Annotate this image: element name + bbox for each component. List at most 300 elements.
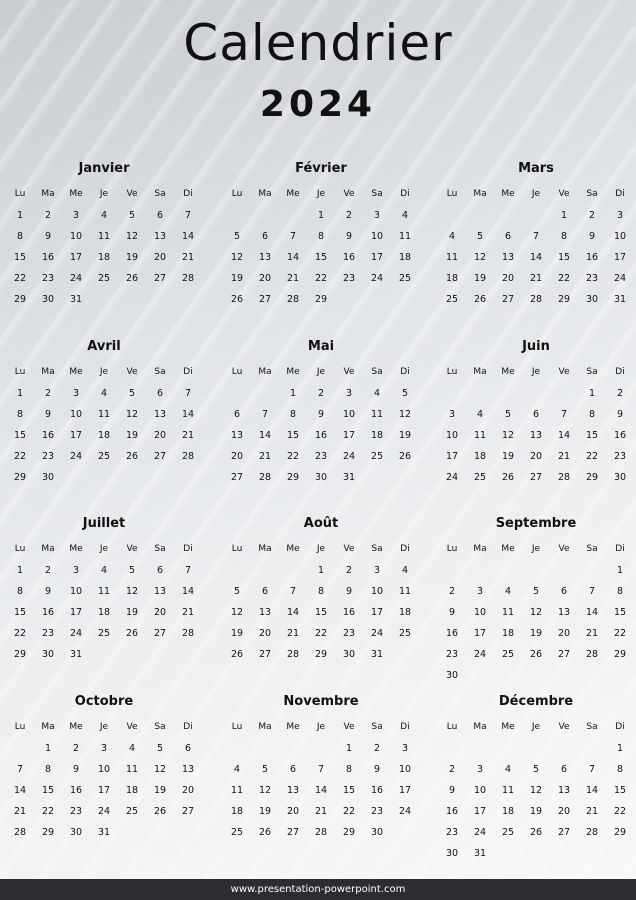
weekday-header: Sa bbox=[371, 544, 383, 554]
day-cell: 11 bbox=[501, 785, 515, 796]
day-cell: 16 bbox=[41, 252, 55, 263]
day-cell: 8 bbox=[317, 586, 325, 597]
empty-cell bbox=[494, 738, 522, 759]
day-cell: 31 bbox=[69, 294, 83, 305]
day-cell: 18 bbox=[473, 451, 487, 462]
day-cell: 1 bbox=[616, 743, 624, 754]
empty-cell bbox=[223, 738, 251, 759]
weekday-header: Lu bbox=[446, 367, 458, 377]
day-cell: 24 bbox=[613, 273, 627, 284]
day-cell: 2 bbox=[448, 764, 456, 775]
day-cell: 10 bbox=[69, 586, 83, 597]
day-cell: 20 bbox=[557, 628, 571, 639]
day-cell: 19 bbox=[230, 628, 244, 639]
day-cell: 27 bbox=[557, 827, 571, 838]
day-cell: 24 bbox=[69, 273, 83, 284]
weekday-header: Me bbox=[286, 367, 300, 377]
month-block bbox=[6, 693, 202, 843]
day-cell: 13 bbox=[153, 586, 167, 597]
day-cell: 9 bbox=[345, 586, 353, 597]
month-name: Janvier bbox=[78, 161, 130, 176]
day-cell: 10 bbox=[69, 231, 83, 242]
month-name: Juillet bbox=[82, 516, 126, 531]
weekday-header: Lu bbox=[231, 722, 243, 732]
weekday-header: Sa bbox=[371, 367, 383, 377]
day-cell: 20 bbox=[181, 785, 195, 796]
day-cell: 23 bbox=[41, 628, 55, 639]
empty-cell bbox=[6, 738, 34, 759]
weekday-header: Ve bbox=[558, 544, 570, 554]
day-cell: 1 bbox=[289, 388, 297, 399]
day-cell: 13 bbox=[258, 607, 272, 618]
day-cell: 29 bbox=[41, 827, 55, 838]
weekday-header: Di bbox=[400, 544, 410, 554]
weekday-header: Sa bbox=[154, 544, 166, 554]
day-cell: 27 bbox=[153, 451, 167, 462]
day-cell: 21 bbox=[258, 451, 272, 462]
month-block bbox=[438, 693, 634, 864]
day-cell: 14 bbox=[314, 785, 328, 796]
day-cell: 26 bbox=[529, 827, 543, 838]
day-cell: 3 bbox=[476, 764, 484, 775]
day-cell: 31 bbox=[613, 294, 627, 305]
day-cell: 22 bbox=[613, 628, 627, 639]
day-cell: 27 bbox=[258, 649, 272, 660]
day-cell: 14 bbox=[181, 409, 195, 420]
day-cell: 3 bbox=[616, 210, 624, 221]
day-cell: 27 bbox=[529, 472, 543, 483]
day-cell: 24 bbox=[97, 806, 111, 817]
weekday-header: Lu bbox=[14, 722, 26, 732]
day-cell: 5 bbox=[233, 586, 241, 597]
weekday-header: Ma bbox=[41, 544, 55, 554]
day-cell: 26 bbox=[529, 649, 543, 660]
day-cell: 7 bbox=[317, 764, 325, 775]
day-cell: 31 bbox=[370, 649, 384, 660]
weekday-header: Je bbox=[316, 722, 326, 732]
day-cell: 21 bbox=[181, 252, 195, 263]
month-block bbox=[438, 338, 634, 488]
month-block bbox=[223, 515, 419, 665]
weekday-header: Ma bbox=[258, 367, 272, 377]
day-cell: 8 bbox=[16, 409, 24, 420]
day-cell: 1 bbox=[16, 210, 24, 221]
day-cell: 19 bbox=[125, 430, 139, 441]
empty-cell bbox=[223, 560, 251, 581]
weekday-header: Lu bbox=[231, 544, 243, 554]
day-cell: 5 bbox=[128, 210, 136, 221]
weekday-header: Di bbox=[615, 544, 625, 554]
day-cell: 13 bbox=[557, 785, 571, 796]
day-cell: 20 bbox=[529, 451, 543, 462]
day-cell: 24 bbox=[473, 827, 487, 838]
day-cell: 31 bbox=[342, 472, 356, 483]
weekday-header: Di bbox=[400, 367, 410, 377]
weekday-header: Me bbox=[286, 544, 300, 554]
day-cell: 21 bbox=[13, 806, 27, 817]
day-cell: 4 bbox=[100, 388, 108, 399]
weekday-header: Sa bbox=[586, 722, 598, 732]
day-cell: 7 bbox=[184, 210, 192, 221]
weekday-header: Lu bbox=[14, 189, 26, 199]
day-cell: 21 bbox=[314, 806, 328, 817]
day-cell: 17 bbox=[69, 607, 83, 618]
day-cell: 3 bbox=[100, 743, 108, 754]
day-cell: 15 bbox=[613, 785, 627, 796]
day-cell: 25 bbox=[125, 806, 139, 817]
weekday-header: Ma bbox=[258, 544, 272, 554]
day-cell: 13 bbox=[153, 231, 167, 242]
weekday-header: Sa bbox=[154, 367, 166, 377]
month-grid bbox=[6, 539, 202, 665]
day-cell: 6 bbox=[532, 409, 540, 420]
empty-cell bbox=[550, 560, 578, 581]
weekday-header: Sa bbox=[586, 367, 598, 377]
weekday-header: Di bbox=[615, 367, 625, 377]
day-cell: 19 bbox=[258, 806, 272, 817]
day-cell: 5 bbox=[401, 388, 409, 399]
day-cell: 16 bbox=[445, 806, 459, 817]
day-cell: 21 bbox=[585, 806, 599, 817]
day-cell: 18 bbox=[398, 252, 412, 263]
day-cell: 16 bbox=[445, 628, 459, 639]
month-block bbox=[223, 338, 419, 488]
day-cell: 11 bbox=[230, 785, 244, 796]
day-cell: 2 bbox=[345, 210, 353, 221]
day-cell: 13 bbox=[230, 430, 244, 441]
month-block bbox=[223, 693, 419, 843]
weekday-header: Sa bbox=[154, 722, 166, 732]
day-cell: 15 bbox=[557, 252, 571, 263]
month-name: Février bbox=[295, 161, 347, 176]
day-cell: 13 bbox=[501, 252, 515, 263]
month-name: Avril bbox=[87, 339, 121, 354]
day-cell: 12 bbox=[258, 785, 272, 796]
day-cell: 21 bbox=[181, 607, 195, 618]
day-cell: 9 bbox=[44, 231, 52, 242]
day-cell: 15 bbox=[613, 607, 627, 618]
footer-url: www.presentation-powerpoint.com bbox=[0, 879, 636, 900]
weekday-header: Me bbox=[286, 722, 300, 732]
day-cell: 13 bbox=[529, 430, 543, 441]
day-cell: 23 bbox=[342, 273, 356, 284]
weekday-header: Sa bbox=[371, 189, 383, 199]
day-cell: 14 bbox=[585, 785, 599, 796]
month-grid bbox=[223, 362, 419, 488]
day-cell: 5 bbox=[128, 565, 136, 576]
day-cell: 31 bbox=[473, 848, 487, 859]
day-cell: 15 bbox=[41, 785, 55, 796]
day-cell: 5 bbox=[156, 743, 164, 754]
day-cell: 7 bbox=[289, 586, 297, 597]
day-cell: 26 bbox=[153, 806, 167, 817]
weekday-header: Sa bbox=[371, 722, 383, 732]
day-cell: 22 bbox=[314, 273, 328, 284]
weekday-header: Lu bbox=[231, 189, 243, 199]
day-cell: 18 bbox=[398, 607, 412, 618]
day-cell: 12 bbox=[125, 409, 139, 420]
day-cell: 21 bbox=[529, 273, 543, 284]
month-name: Juin bbox=[522, 339, 550, 354]
day-cell: 12 bbox=[529, 785, 543, 796]
day-cell: 25 bbox=[501, 649, 515, 660]
weekday-header: Ma bbox=[41, 722, 55, 732]
day-cell: 20 bbox=[230, 451, 244, 462]
day-cell: 28 bbox=[13, 827, 27, 838]
day-cell: 17 bbox=[370, 252, 384, 263]
day-cell: 27 bbox=[501, 294, 515, 305]
day-cell: 21 bbox=[557, 451, 571, 462]
day-cell: 10 bbox=[342, 409, 356, 420]
day-cell: 16 bbox=[342, 252, 356, 263]
weekday-header: Me bbox=[69, 544, 83, 554]
day-cell: 9 bbox=[44, 409, 52, 420]
day-cell: 14 bbox=[13, 785, 27, 796]
day-cell: 11 bbox=[445, 252, 459, 263]
day-cell: 19 bbox=[529, 628, 543, 639]
day-cell: 25 bbox=[501, 827, 515, 838]
day-cell: 2 bbox=[72, 743, 80, 754]
day-cell: 25 bbox=[473, 472, 487, 483]
day-cell: 25 bbox=[370, 451, 384, 462]
day-cell: 18 bbox=[97, 252, 111, 263]
weekday-header: Lu bbox=[14, 544, 26, 554]
day-cell: 1 bbox=[317, 565, 325, 576]
day-cell: 21 bbox=[585, 628, 599, 639]
day-cell: 24 bbox=[370, 628, 384, 639]
day-cell: 20 bbox=[258, 628, 272, 639]
empty-cell bbox=[578, 560, 606, 581]
day-cell: 6 bbox=[560, 764, 568, 775]
day-cell: 10 bbox=[370, 586, 384, 597]
day-cell: 7 bbox=[289, 231, 297, 242]
day-cell: 4 bbox=[504, 764, 512, 775]
month-grid bbox=[6, 184, 202, 310]
day-cell: 29 bbox=[314, 649, 328, 660]
day-cell: 19 bbox=[501, 451, 515, 462]
day-cell: 28 bbox=[181, 628, 195, 639]
day-cell: 12 bbox=[501, 430, 515, 441]
day-cell: 19 bbox=[398, 430, 412, 441]
day-cell: 1 bbox=[616, 565, 624, 576]
day-cell: 8 bbox=[616, 764, 624, 775]
day-cell: 11 bbox=[501, 607, 515, 618]
day-cell: 25 bbox=[97, 628, 111, 639]
day-cell: 3 bbox=[401, 743, 409, 754]
weekday-header: Ma bbox=[41, 367, 55, 377]
weekday-header: Di bbox=[615, 722, 625, 732]
day-cell: 22 bbox=[13, 628, 27, 639]
day-cell: 12 bbox=[153, 764, 167, 775]
day-cell: 12 bbox=[398, 409, 412, 420]
day-cell: 12 bbox=[529, 607, 543, 618]
day-cell: 26 bbox=[125, 628, 139, 639]
day-cell: 17 bbox=[473, 628, 487, 639]
day-cell: 6 bbox=[233, 409, 241, 420]
day-cell: 10 bbox=[473, 785, 487, 796]
day-cell: 26 bbox=[473, 294, 487, 305]
weekday-header: Ma bbox=[473, 722, 487, 732]
day-cell: 16 bbox=[41, 607, 55, 618]
day-cell: 23 bbox=[41, 273, 55, 284]
month-grid bbox=[223, 717, 419, 843]
day-cell: 15 bbox=[314, 607, 328, 618]
empty-cell bbox=[466, 205, 494, 226]
day-cell: 6 bbox=[184, 743, 192, 754]
day-cell: 22 bbox=[286, 451, 300, 462]
day-cell: 17 bbox=[342, 430, 356, 441]
empty-cell bbox=[494, 205, 522, 226]
day-cell: 11 bbox=[473, 430, 487, 441]
empty-cell bbox=[438, 383, 466, 404]
day-cell: 29 bbox=[13, 294, 27, 305]
empty-cell bbox=[438, 738, 466, 759]
day-cell: 13 bbox=[258, 252, 272, 263]
day-cell: 27 bbox=[181, 806, 195, 817]
month-grid bbox=[223, 539, 419, 665]
day-cell: 3 bbox=[72, 565, 80, 576]
weekday-header: Je bbox=[99, 722, 109, 732]
day-cell: 25 bbox=[97, 273, 111, 284]
empty-cell bbox=[223, 383, 251, 404]
day-cell: 7 bbox=[261, 409, 269, 420]
day-cell: 23 bbox=[69, 806, 83, 817]
month-grid bbox=[223, 184, 419, 310]
day-cell: 23 bbox=[342, 628, 356, 639]
day-cell: 7 bbox=[588, 764, 596, 775]
day-cell: 28 bbox=[529, 294, 543, 305]
day-cell: 29 bbox=[613, 649, 627, 660]
day-cell: 25 bbox=[445, 294, 459, 305]
day-cell: 4 bbox=[401, 565, 409, 576]
weekday-header: Lu bbox=[446, 189, 458, 199]
day-cell: 22 bbox=[13, 273, 27, 284]
empty-cell bbox=[307, 738, 335, 759]
day-cell: 28 bbox=[585, 827, 599, 838]
month-block bbox=[6, 160, 202, 310]
day-cell: 15 bbox=[13, 607, 27, 618]
weekday-header: Ve bbox=[126, 722, 138, 732]
day-cell: 14 bbox=[258, 430, 272, 441]
day-cell: 3 bbox=[373, 565, 381, 576]
month-name: Novembre bbox=[283, 694, 359, 709]
month-name: Août bbox=[303, 516, 339, 531]
day-cell: 23 bbox=[370, 806, 384, 817]
year-heading: 2024 bbox=[259, 84, 377, 125]
day-cell: 15 bbox=[314, 252, 328, 263]
day-cell: 6 bbox=[504, 231, 512, 242]
day-cell: 9 bbox=[72, 764, 80, 775]
day-cell: 27 bbox=[230, 472, 244, 483]
day-cell: 26 bbox=[501, 472, 515, 483]
day-cell: 21 bbox=[286, 628, 300, 639]
day-cell: 8 bbox=[16, 231, 24, 242]
month-block bbox=[223, 160, 419, 310]
weekday-header: Je bbox=[316, 544, 326, 554]
day-cell: 22 bbox=[613, 806, 627, 817]
empty-cell bbox=[466, 560, 494, 581]
weekday-header: Je bbox=[531, 544, 541, 554]
empty-cell bbox=[438, 205, 466, 226]
day-cell: 8 bbox=[560, 231, 568, 242]
day-cell: 10 bbox=[445, 430, 459, 441]
day-cell: 7 bbox=[560, 409, 568, 420]
weekday-header: Ve bbox=[343, 367, 355, 377]
weekday-header: Ma bbox=[258, 722, 272, 732]
empty-cell bbox=[223, 205, 251, 226]
day-cell: 7 bbox=[184, 388, 192, 399]
weekday-header: Je bbox=[99, 544, 109, 554]
day-cell: 3 bbox=[345, 388, 353, 399]
day-cell: 4 bbox=[476, 409, 484, 420]
day-cell: 28 bbox=[286, 649, 300, 660]
month-grid bbox=[438, 184, 634, 310]
weekday-header: Ma bbox=[473, 367, 487, 377]
day-cell: 8 bbox=[317, 231, 325, 242]
day-cell: 30 bbox=[370, 827, 384, 838]
day-cell: 29 bbox=[585, 472, 599, 483]
day-cell: 10 bbox=[370, 231, 384, 242]
empty-cell bbox=[466, 383, 494, 404]
day-cell: 26 bbox=[125, 273, 139, 284]
day-cell: 7 bbox=[16, 764, 24, 775]
month-name: Octobre bbox=[74, 694, 134, 709]
day-cell: 30 bbox=[314, 472, 328, 483]
day-cell: 9 bbox=[44, 586, 52, 597]
empty-cell bbox=[522, 383, 550, 404]
day-cell: 11 bbox=[398, 586, 412, 597]
day-cell: 2 bbox=[317, 388, 325, 399]
empty-cell bbox=[466, 738, 494, 759]
day-cell: 22 bbox=[342, 806, 356, 817]
weekday-header: Ma bbox=[473, 189, 487, 199]
day-cell: 30 bbox=[41, 472, 55, 483]
weekday-header: Sa bbox=[586, 189, 598, 199]
weekday-header: Je bbox=[316, 367, 326, 377]
day-cell: 11 bbox=[97, 409, 111, 420]
day-cell: 1 bbox=[560, 210, 568, 221]
month-block bbox=[438, 515, 634, 686]
day-cell: 15 bbox=[13, 252, 27, 263]
weekday-header: Ve bbox=[126, 544, 138, 554]
day-cell: 25 bbox=[398, 628, 412, 639]
day-cell: 16 bbox=[342, 607, 356, 618]
day-cell: 2 bbox=[448, 586, 456, 597]
day-cell: 17 bbox=[69, 430, 83, 441]
day-cell: 10 bbox=[473, 607, 487, 618]
weekday-header: Di bbox=[400, 722, 410, 732]
day-cell: 19 bbox=[125, 252, 139, 263]
day-cell: 2 bbox=[44, 388, 52, 399]
day-cell: 13 bbox=[557, 607, 571, 618]
month-name: Mars bbox=[518, 161, 554, 176]
day-cell: 24 bbox=[398, 806, 412, 817]
day-cell: 22 bbox=[41, 806, 55, 817]
day-cell: 28 bbox=[585, 649, 599, 660]
day-cell: 11 bbox=[398, 231, 412, 242]
weekday-header: Di bbox=[400, 189, 410, 199]
day-cell: 3 bbox=[72, 210, 80, 221]
day-cell: 15 bbox=[286, 430, 300, 441]
weekday-header: Ve bbox=[558, 367, 570, 377]
day-cell: 8 bbox=[289, 409, 297, 420]
month-grid bbox=[438, 362, 634, 488]
empty-cell bbox=[251, 383, 279, 404]
day-cell: 2 bbox=[588, 210, 596, 221]
day-cell: 14 bbox=[286, 252, 300, 263]
day-cell: 27 bbox=[258, 294, 272, 305]
day-cell: 23 bbox=[585, 273, 599, 284]
